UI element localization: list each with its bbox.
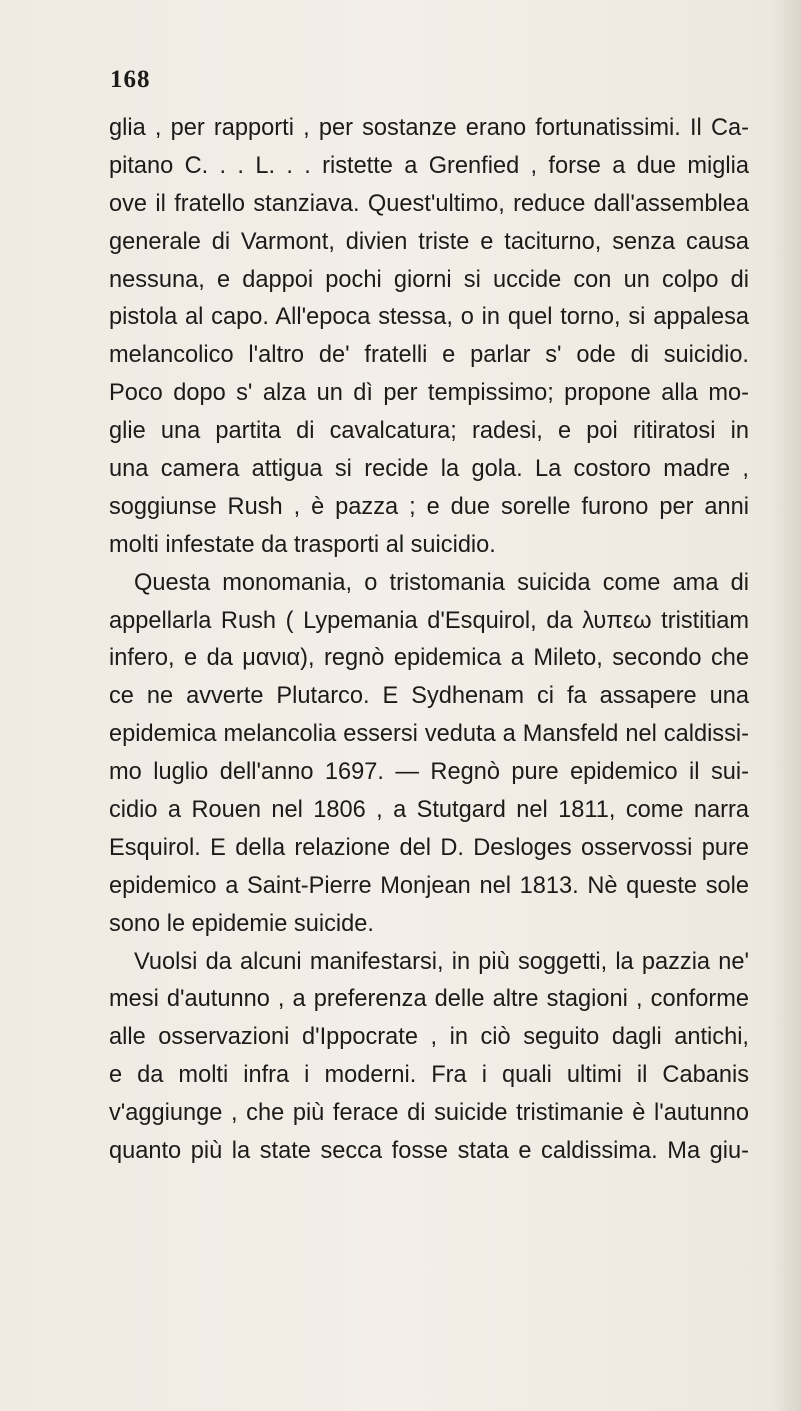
text-line: Questa monomania, o tristomania suicida come ama di <box>134 569 749 596</box>
text-line: appellarla Rush ( Lypemania d'Esquirol, da λυπεω tristitiam <box>109 607 749 634</box>
text-line: v'aggiunge , che più ferace di suicide tristimanie è l'autunno <box>109 1100 749 1127</box>
text-line: pitano C. . . L. . . ristette a Grenfied , forse a due miglia <box>109 152 749 179</box>
text-line: mesi d'autunno , a preferenza delle altre stagioni , conforme <box>109 986 749 1013</box>
text-line: ove il fratello stanziava. Quest'ultimo, reduce dall'assemblea <box>109 190 749 217</box>
text-line: melancolico l'altro de' fratelli e parlar s' ode di suicidio. <box>109 342 749 369</box>
text-line: epidemico a Saint-Pierre Monjean nel 1813. Nè queste sole <box>109 872 749 899</box>
text-line: glie una partita di cavalcatura; radesi, e poi ritiratosi in <box>109 418 749 445</box>
body-text <box>109 110 749 1171</box>
text-line: ce ne avverte Plutarco. E Sydhenam ci fa assapere una <box>109 683 749 710</box>
text-line: mo luglio dell'anno 1697. — Regnò pure epidemico il sui- <box>109 759 749 786</box>
text-line: quanto più la state secca fosse stata e caldissima. Ma giu- <box>109 1138 749 1165</box>
text-line: infero, e da μανια), regnò epidemica a Mileto, secondo che <box>109 645 749 672</box>
text-line: nessuna, e dappoi pochi giorni si uccide con un colpo di <box>109 266 749 293</box>
text-line: molti infestate da trasporti al suicidio. <box>109 531 496 558</box>
text-line: Vuolsi da alcuni manifestarsi, in più soggetti, la pazzia ne' <box>134 948 749 975</box>
page-edge-shadow <box>771 0 801 1411</box>
text-line: una camera attigua si recide la gola. La costoro madre , <box>109 456 749 483</box>
text-line: glia , per rapporti , per sostanze erano fortunatissimi. Il Ca- <box>109 115 749 141</box>
text-line: e da molti infra i moderni. Fra i quali ultimi il Cabanis <box>109 1062 749 1089</box>
text-line: generale di Varmont, divien triste e taciturno, senza causa <box>109 228 749 255</box>
text-line: cidio a Rouen nel 1806 , a Stutgard nel 1811, come narra <box>109 797 749 824</box>
page-number: 168 <box>110 66 151 93</box>
text-line: epidemica melancolia essersi veduta a Mansfeld nel caldissi- <box>109 721 749 748</box>
text-line: Poco dopo s' alza un dì per tempissimo; propone alla mo- <box>109 380 749 407</box>
text-line: soggiunse Rush , è pazza ; e due sorelle furono per anni <box>109 493 749 520</box>
text-line: sono le epidemie suicide. <box>109 910 374 937</box>
text-line: pistola al capo. All'epoca stessa, o in quel torno, si appalesa <box>109 304 749 331</box>
text-line: Esquirol. E della relazione del D. Desloges osservossi pure <box>109 834 749 861</box>
text-line: alle osservazioni d'Ippocrate , in ciò seguito dagli antichi, <box>109 1024 749 1051</box>
